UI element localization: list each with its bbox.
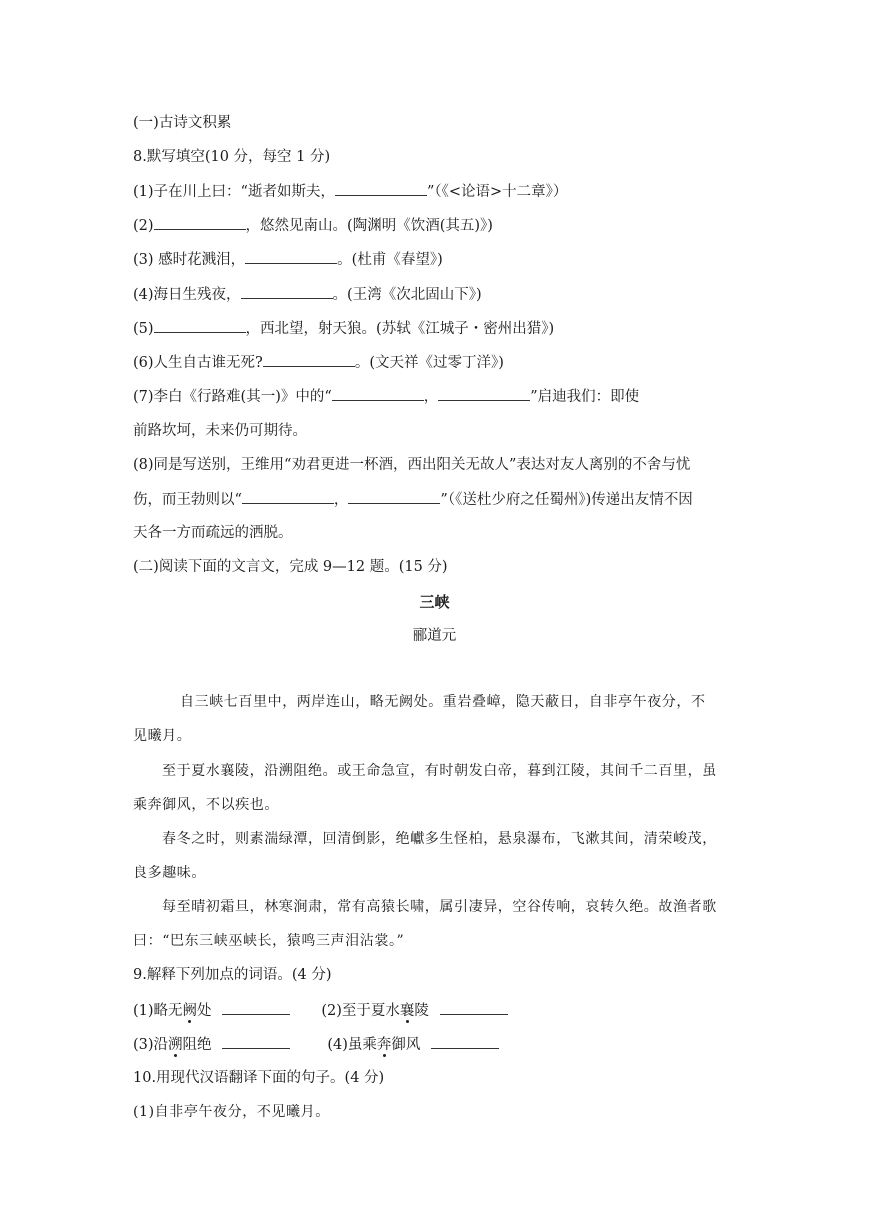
question-title: 8.默写填空(10 分，每空 1 分)	[133, 149, 331, 165]
vocab-row	[133, 1000, 737, 1021]
item-text: ”启迪我们：即使	[530, 389, 640, 405]
fill-item	[133, 249, 737, 270]
answer-blank[interactable]	[438, 386, 530, 401]
item-text: ，悠然见南山。(陶渊明《饮酒(其五)》)	[245, 218, 493, 234]
item-text: 伤，而王勃则以“	[133, 492, 242, 508]
fill-item	[133, 318, 737, 339]
dotted-char: 襄	[399, 1003, 415, 1019]
fill-item	[133, 284, 737, 305]
answer-blank[interactable]	[154, 215, 246, 230]
item-text: 处	[197, 1003, 212, 1019]
answer-blank[interactable]	[222, 1034, 290, 1049]
item-text: 。(杜甫《春望》)	[337, 252, 443, 268]
item-text: (5)	[133, 321, 154, 337]
item-text: 御风	[391, 1037, 421, 1053]
answer-blank[interactable]	[335, 181, 427, 196]
answer-blank[interactable]	[241, 284, 333, 299]
item-text: (4)虽乘	[327, 1037, 377, 1053]
item-text: 。(文天祥《过零丁洋》)	[354, 355, 504, 371]
item-text: (6)人生自古谁无死?	[133, 355, 263, 371]
item-continuation: 前路坎坷，未来仍可期待。	[133, 423, 307, 439]
item-text: ，	[423, 389, 439, 405]
passage-paragraph: 曰：“巴东三峡巫峡长，猿鸣三声泪沾裳。”	[133, 933, 405, 949]
item-text: (2)至于夏水	[321, 1003, 400, 1019]
item-text: (3)沿	[133, 1037, 169, 1053]
fill-item	[133, 352, 737, 373]
passage-paragraph: 每至晴初霜旦，林寒涧肃，常有高猿长啸，属引凄异，空谷传响，哀转久绝。故渔者歌	[162, 899, 717, 915]
translate-sentence: (1)自非亭午夜分，不见曦月。	[133, 1104, 330, 1120]
passage-title: 三峡	[419, 593, 450, 611]
fill-item	[133, 386, 737, 407]
fill-item: (8)同是写送别，王维用“劝君更进一杯酒，西出阳关无故人”表达对友人离别的不舍与忧	[133, 457, 691, 473]
fill-item	[133, 215, 737, 236]
item-text: (1)略无	[133, 1003, 183, 1019]
passage-paragraph: 至于夏水襄陵，沿溯阻绝。或王命急宣，有时朝发白帝，暮到江陵，其间千二百里，虽	[162, 763, 717, 779]
item-text: (2)	[133, 218, 154, 234]
answer-blank[interactable]	[222, 1000, 290, 1015]
passage-author: 郦道元	[412, 628, 457, 644]
item-text: ，西北望，射天狼。(苏轼《江城子・密州出猎》)	[245, 321, 555, 337]
section-heading: (一)古诗文积累	[133, 115, 232, 131]
vocab-row	[133, 1034, 737, 1055]
item-text: 阻绝	[182, 1037, 212, 1053]
answer-blank[interactable]	[154, 318, 246, 333]
answer-blank[interactable]	[263, 352, 355, 367]
item-text: ，	[333, 492, 349, 508]
section-heading: (二)阅读下面的文言文，完成 9—12 题。(15 分)	[133, 559, 448, 575]
answer-blank[interactable]	[348, 489, 440, 504]
item-text: (1)子在川上曰：“逝者如斯夫，	[133, 184, 335, 200]
dotted-char: 奔	[376, 1037, 392, 1053]
answer-blank[interactable]	[245, 249, 337, 264]
item-text: (3) 感时花溅泪，	[133, 252, 246, 268]
fill-item	[133, 181, 737, 202]
answer-blank[interactable]	[332, 386, 424, 401]
passage-paragraph: 良多趣味。	[133, 865, 206, 881]
dotted-char: 溯	[168, 1037, 183, 1053]
question-title: 10.用现代汉语翻译下面的句子。(4 分)	[133, 1070, 385, 1086]
item-text: ”（《<论语>十二章》）	[426, 184, 568, 200]
item-text: (7)李白《行路难(其一)》中的“	[133, 389, 332, 405]
item-text: (4)海日生残夜，	[133, 287, 241, 303]
passage-paragraph: 自三峡七百里中，两岸连山，略无阙处。重岩叠嶂，隐天蔽日，自非亭午夜分，不	[180, 694, 706, 710]
item-text: 。(王湾《次北固山下》)	[332, 287, 482, 303]
item-continuation: 天各一方而疏远的洒脱。	[133, 525, 293, 541]
answer-blank[interactable]	[431, 1034, 499, 1049]
question-title: 9.解释下列加点的词语。(4 分)	[133, 967, 332, 983]
item-text: 陵	[414, 1003, 429, 1019]
fill-item	[133, 489, 737, 510]
passage-paragraph: 见曦月。	[133, 728, 192, 744]
answer-blank[interactable]	[242, 489, 334, 504]
item-text: ”（《送杜少府之任蜀州》)传递出友情不因	[440, 492, 693, 508]
passage-paragraph: 春冬之时，则素湍绿潭，回清倒影，绝巘多生怪柏，悬泉瀑布，飞漱其间，清荣峻茂，	[162, 831, 717, 847]
answer-blank[interactable]	[440, 1000, 508, 1015]
passage-paragraph: 乘奔御风，不以疾也。	[133, 797, 279, 813]
dotted-char: 阙	[182, 1003, 198, 1019]
